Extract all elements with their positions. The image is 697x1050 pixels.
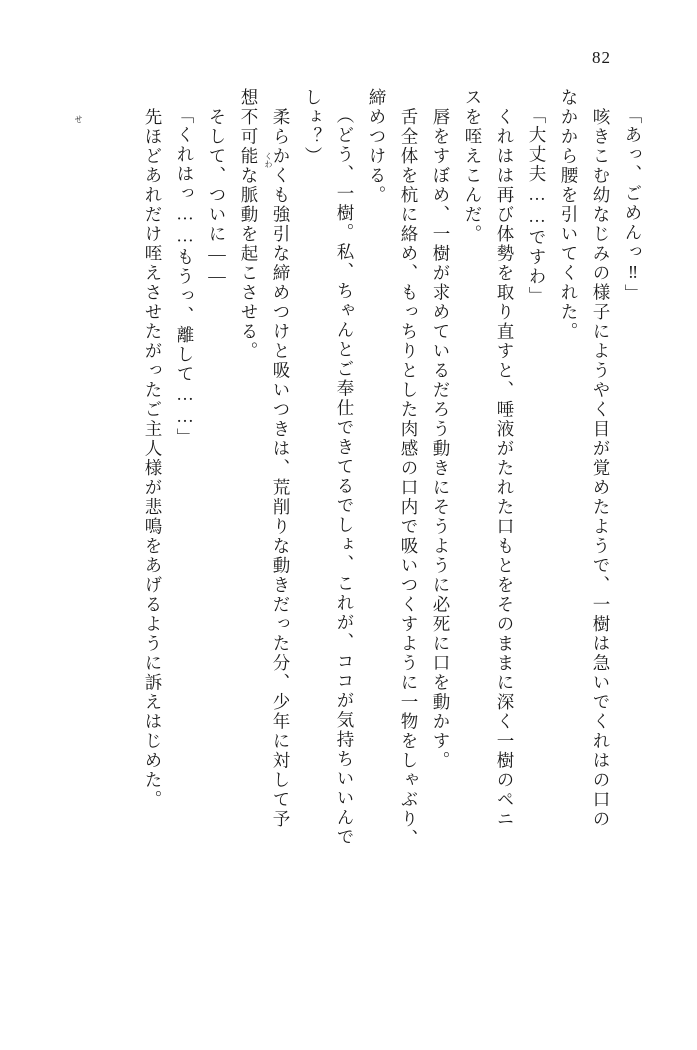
text-line: 締めつける。 bbox=[367, 88, 387, 205]
vertical-text-body bbox=[40, 88, 641, 1000]
page-number: 82 bbox=[592, 48, 611, 67]
text-line: 「大丈夫……ですわ」 bbox=[527, 106, 547, 306]
text-line: 咳きこむ幼なじみの様子にようやく目が覚めたようで、一樹は急いでくれはの口の bbox=[591, 88, 611, 829]
text-line: そして、ついに―― bbox=[207, 88, 227, 288]
text-line: 想不可能な脈動を起こさせる。 bbox=[239, 88, 259, 361]
text-line: 柔らかくも強引な締めつけと吸いつきは、荒削りな動きだった分、少年に対して予 bbox=[271, 88, 291, 829]
text-line: 「あっ、ごめんっ‼」 bbox=[623, 106, 643, 304]
ruby-annotation-kuwa: くわ bbox=[264, 152, 273, 168]
text-line: なかから腰を引いてくれた。 bbox=[559, 88, 579, 342]
text-line: （どう、一樹。私、ちゃんとご奉仕できてるでしょ、これが、ココが気持ちいいんで bbox=[335, 106, 355, 847]
text-line: スを咥えこんだ。 bbox=[463, 88, 483, 244]
text-line: 唇をすぼめ、一樹が求めているだろう動きにそうように必死に口を動かす。 bbox=[431, 88, 451, 771]
text-line: 舌全体を杭に絡め、もっちりとした肉感の口内で吸いつくすように一物をしゃぶり、 bbox=[399, 88, 419, 849]
text-line: しょ？） bbox=[303, 88, 323, 166]
text-line: 「くれはっ……もうっ、離して……」 bbox=[175, 106, 195, 448]
ruby-annotation-se: せ bbox=[74, 115, 83, 123]
text-line: くれはは再び体勢を取り直すと、唾液がたれた口もとをそのままに深く一樹のペニ bbox=[495, 88, 515, 829]
text-line: 先ほどあれだけ咥えさせたがったご主人様が悲鳴をあげるように訴えはじめた。 bbox=[143, 88, 163, 810]
